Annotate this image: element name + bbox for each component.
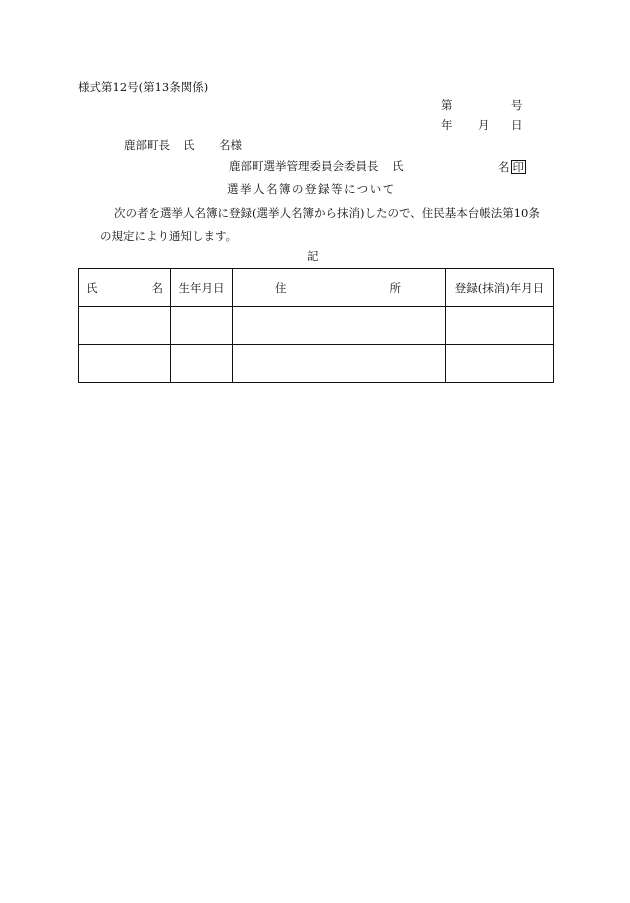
- header-address-right: 所: [389, 280, 401, 295]
- document-number-suffix: 号: [511, 98, 523, 112]
- body-line-1: 次の者を選挙人名簿に登録(選挙人名簿から抹消)したので、住民基本台帳法第10条: [114, 206, 540, 220]
- header-name-left: 氏: [86, 280, 98, 295]
- header-address: [233, 269, 446, 307]
- cell-address: [233, 345, 446, 383]
- sender-mei-label: 名: [498, 160, 510, 174]
- sender-mei: [498, 160, 526, 174]
- body-line-2: の規定により通知します。: [100, 229, 238, 243]
- addressee-mei: 名様: [219, 138, 242, 152]
- seal-mark: 印: [512, 160, 524, 174]
- cell-name: [79, 307, 171, 345]
- table-row: [79, 307, 554, 345]
- header-name-right: 名: [151, 280, 163, 295]
- addressee-shi: 氏: [183, 138, 195, 152]
- date-month: 月: [478, 118, 490, 132]
- cell-address: [233, 307, 446, 345]
- cell-birthdate: [171, 307, 233, 345]
- cell-name: [79, 345, 171, 383]
- table-header-row: [79, 269, 554, 307]
- table-row: [79, 345, 554, 383]
- addressee-title: 鹿部町長: [124, 138, 170, 152]
- cell-registration-date: [446, 345, 554, 383]
- header-name: [79, 269, 171, 307]
- cell-birthdate: [171, 345, 233, 383]
- header-registration-date: 登録(抹消)年月日: [446, 269, 554, 307]
- date-day: 日: [511, 118, 523, 132]
- form-number: 様式第12号(第13条関係): [78, 80, 209, 94]
- date-year: 年: [441, 118, 453, 132]
- ki-label: 記: [307, 249, 319, 263]
- sender-shi: 氏: [392, 159, 404, 173]
- sender-title: 鹿部町選挙管理委員会委員長: [229, 159, 379, 173]
- cell-registration-date: [446, 307, 554, 345]
- header-birthdate: 生年月日: [171, 269, 233, 307]
- subject-title: 選挙人名簿の登録等について: [227, 182, 396, 196]
- registration-table: [78, 268, 554, 383]
- document-number-prefix: 第: [441, 98, 453, 112]
- header-address-left: 住: [275, 280, 287, 295]
